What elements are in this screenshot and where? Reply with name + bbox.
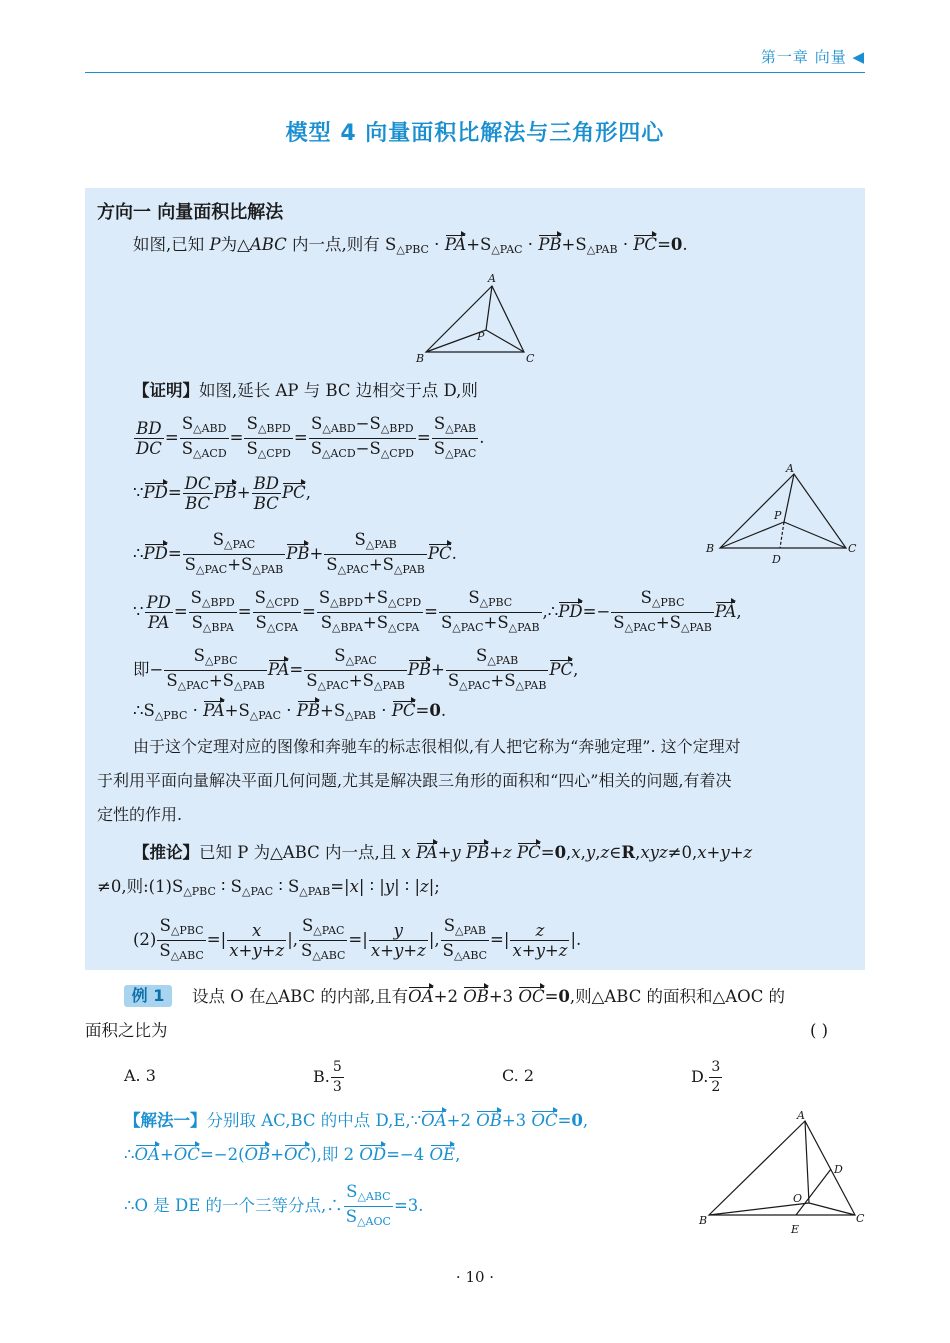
page-number: · 10 · <box>455 1268 495 1286</box>
choice-a[interactable]: A. 3 <box>124 1066 156 1085</box>
vertex-c-label: C <box>848 542 857 555</box>
proof-text: 如图,延长 AP 与 BC 边相交于点 D,则 <box>199 381 478 400</box>
proof-tag: 【证明】 <box>133 381 199 400</box>
solution-line-3: ∴O 是 DE 的一个三等分点,∴ $\frac{S_{\triangle ABC}}{S_{\triangle AOC}}$ =3. <box>124 1182 424 1228</box>
choice-b-den: 3 <box>332 1079 342 1095</box>
header-divider <box>85 72 865 73</box>
vertex-c-label: C <box>526 352 535 365</box>
example-text-3: 面积之比为 <box>85 1021 168 1040</box>
solution-line-2: ∴OA+OC=−2(OB+OC),即 2 OD=−4 OE, <box>124 1145 461 1164</box>
corollary-statement: 【推论】已知 P 为△ABC 内一点,且 x PA+y PB+z PC=0,x,y,z∈R,xyz≠0,x+y+z <box>133 843 753 862</box>
choice-b[interactable] <box>313 1058 345 1097</box>
proof-conclusion: $\therefore S_{\triangle PBC} \cdot PA+S_{\triangle PAC} \cdot PB+S_{\triangle PAB} \cdot PC=0$. <box>133 701 447 722</box>
choice-b-label: B. <box>313 1067 330 1086</box>
vertex-b-label: B <box>706 542 715 555</box>
solution-text: 分别取 AC,BC 的中点 D,E,∵ <box>206 1111 422 1130</box>
benz-line-3: 定性的作用. <box>97 805 183 824</box>
vertex-a-label: A <box>797 1109 805 1122</box>
choice-d[interactable] <box>691 1058 723 1097</box>
chapter-header: 第一章 向量 ◀ <box>760 48 865 66</box>
benz-line-2: 于利用平面向量解决平面几何问题,尤其是解决跟三角形的面积和“四心”相关的问题,有着决 <box>97 771 732 790</box>
choice-c[interactable]: C. 2 <box>502 1066 535 1085</box>
benz-line-1: 由于这个定理对应的图像和奔驰车的标志很相似,有人把它称为“奔驰定理”. 这个定理对 <box>133 737 741 756</box>
vertex-b-label: B <box>416 352 425 365</box>
triangle-figure-1 <box>412 268 542 368</box>
example-badge: 例 1 <box>124 985 172 1007</box>
proof-eq-1: $\frac{BD}{DC}$ = $\frac{S_{\triangle ABD}}{S_{\triangle ACD}}$ = $\frac{S_{\triangle BPD}}{S_{\triangle CPD}}$ = $\frac{S_{\triangle ABD}-S_{\triangle BPD}}{S_{\triangle ACD}-S_{\triangle CPD}}$ = $\frac{S_{\triangle PAB}}{S_{\triangle PAC}}$ . <box>136 414 485 460</box>
solution-line-3-text: ∴O 是 DE 的一个三等分点,∴ <box>124 1196 343 1215</box>
example-text-1: 设点 O 在△ABC 的内部,且有 <box>192 987 409 1006</box>
triangle-name: ABC <box>249 235 287 254</box>
point-e-label: E <box>791 1223 800 1236</box>
corollary-part-2: (2) $\frac{S_{\triangle PBC}}{S_{\triangle ABC}}$ =| $\frac{x}{x+y+z}$ |, $\frac{S_{\triangle PAC}}{S_{\triangle ABC}}$ =| $\frac{y}{x+y+z}$ |, $\frac{S_{\triangle PAB}}{S_{\triangle ABC}}$ =| $\frac{z}{x+y+z}$ |. <box>133 916 582 962</box>
intro-statement: 如图,已知 P为△ABC 内一点,则有 $S_{\triangle PBC} \cdot PA+S_{\triangle PAC} \cdot PB+S_{\triangle PAB} \cdot PC=0$. <box>133 235 688 256</box>
example-question: 设点 O 在△ABC 的内部,且有OA+2 OB+3 OC=0,则△ABC 的面积和△AOC 的 <box>192 987 786 1006</box>
vertex-a-label: A <box>786 462 794 475</box>
intro-lead: 如图,已知 <box>133 235 205 254</box>
choice-d-den: 2 <box>711 1079 721 1095</box>
section-title: 方向一 向量面积比解法 <box>97 202 284 223</box>
point-p: P <box>209 235 221 254</box>
solution-tag: 【解法一】 <box>124 1111 207 1130</box>
corollary-text: 已知 P 为△ABC 内一点,且 <box>199 843 397 862</box>
point-p-label: P <box>477 330 485 343</box>
proof-eq-4: ∵ $\frac{PD}{PA}$ = $\frac{S_{\triangle BPD}}{S_{\triangle BPA}}$ = $\frac{S_{\triangle CPD}}{S_{\triangle CPA}}$ = $\frac{S_{\triangle BPD}+S_{\triangle CPD}}{S_{\triangle BPA}+S_{\triangle CPA}}$ = $\frac{S_{\triangle PBC}}{S_{\triangle PAC}+S_{\triangle PAB}}$ ,∴PD=− $\frac{S_{\triangle PBC}}{S_{\triangle PAC}+S_{\triangle PAB}}$ PA, <box>133 588 742 634</box>
example-text-2: ,则△ABC 的面积和△AOC 的 <box>569 987 786 1006</box>
intro-mid: 为△ <box>220 235 250 254</box>
page-title: 模型 4 向量面积比解法与三角形四心 <box>285 121 665 146</box>
point-o-label: O <box>793 1192 803 1205</box>
point-d-label: D <box>834 1163 843 1176</box>
proof-eq-5: 即− $\frac{S_{\triangle PBC}}{S_{\triangle PAC}+S_{\triangle PAB}}$ PA= $\frac{S_{\triangle PAC}}{S_{\triangle PAC}+S_{\triangle PAB}}$ PB+ $\frac{S_{\triangle PAB}}{S_{\triangle PAC}+S_{\triangle PAB}}$ PC, <box>133 646 579 692</box>
vertex-c-label: C <box>856 1212 865 1225</box>
choice-d-num: 3 <box>709 1058 722 1078</box>
choice-d-label: D. <box>691 1067 709 1086</box>
choice-b-num: 5 <box>331 1058 344 1078</box>
corollary-part-1: ≠0,则$:(1)S_{\triangle PBC}$ ∶ $S_{\triangle PAC}$ ∶ $S_{\triangle PAB}=|x|$ ∶ |y| ∶ |z|; <box>97 877 440 898</box>
vertex-b-label: B <box>699 1214 708 1227</box>
solution-line-1: 【解法一】分别取 AC,BC 的中点 D,E,∵OA+2 OB+3 OC=0, <box>124 1111 589 1130</box>
triangle-figure-2 <box>700 460 860 570</box>
proof-eq-3: ∴PD= $\frac{S_{\triangle PAC}}{S_{\triangle PAC}+S_{\triangle PAB}}$ PB+ $\frac{S_{\triangle PAB}}{S_{\triangle PAC}+S_{\triangle PAB}}$ PC. <box>133 530 457 576</box>
point-p-label: P <box>774 509 782 522</box>
answer-bracket: ( ) <box>810 1021 829 1040</box>
proof-eq-2: ∵PD= $\frac{DC}{BC}$ PB+ $\frac{BD}{BC}$ PC, <box>133 474 311 513</box>
intro-tail: 内一点,则有 <box>292 235 380 254</box>
corollary-tag: 【推论】 <box>133 843 199 862</box>
proof-intro <box>133 380 478 402</box>
point-d-label: D <box>772 553 781 566</box>
vertex-a-label: A <box>488 272 496 285</box>
triangle-figure-3 <box>695 1105 870 1240</box>
